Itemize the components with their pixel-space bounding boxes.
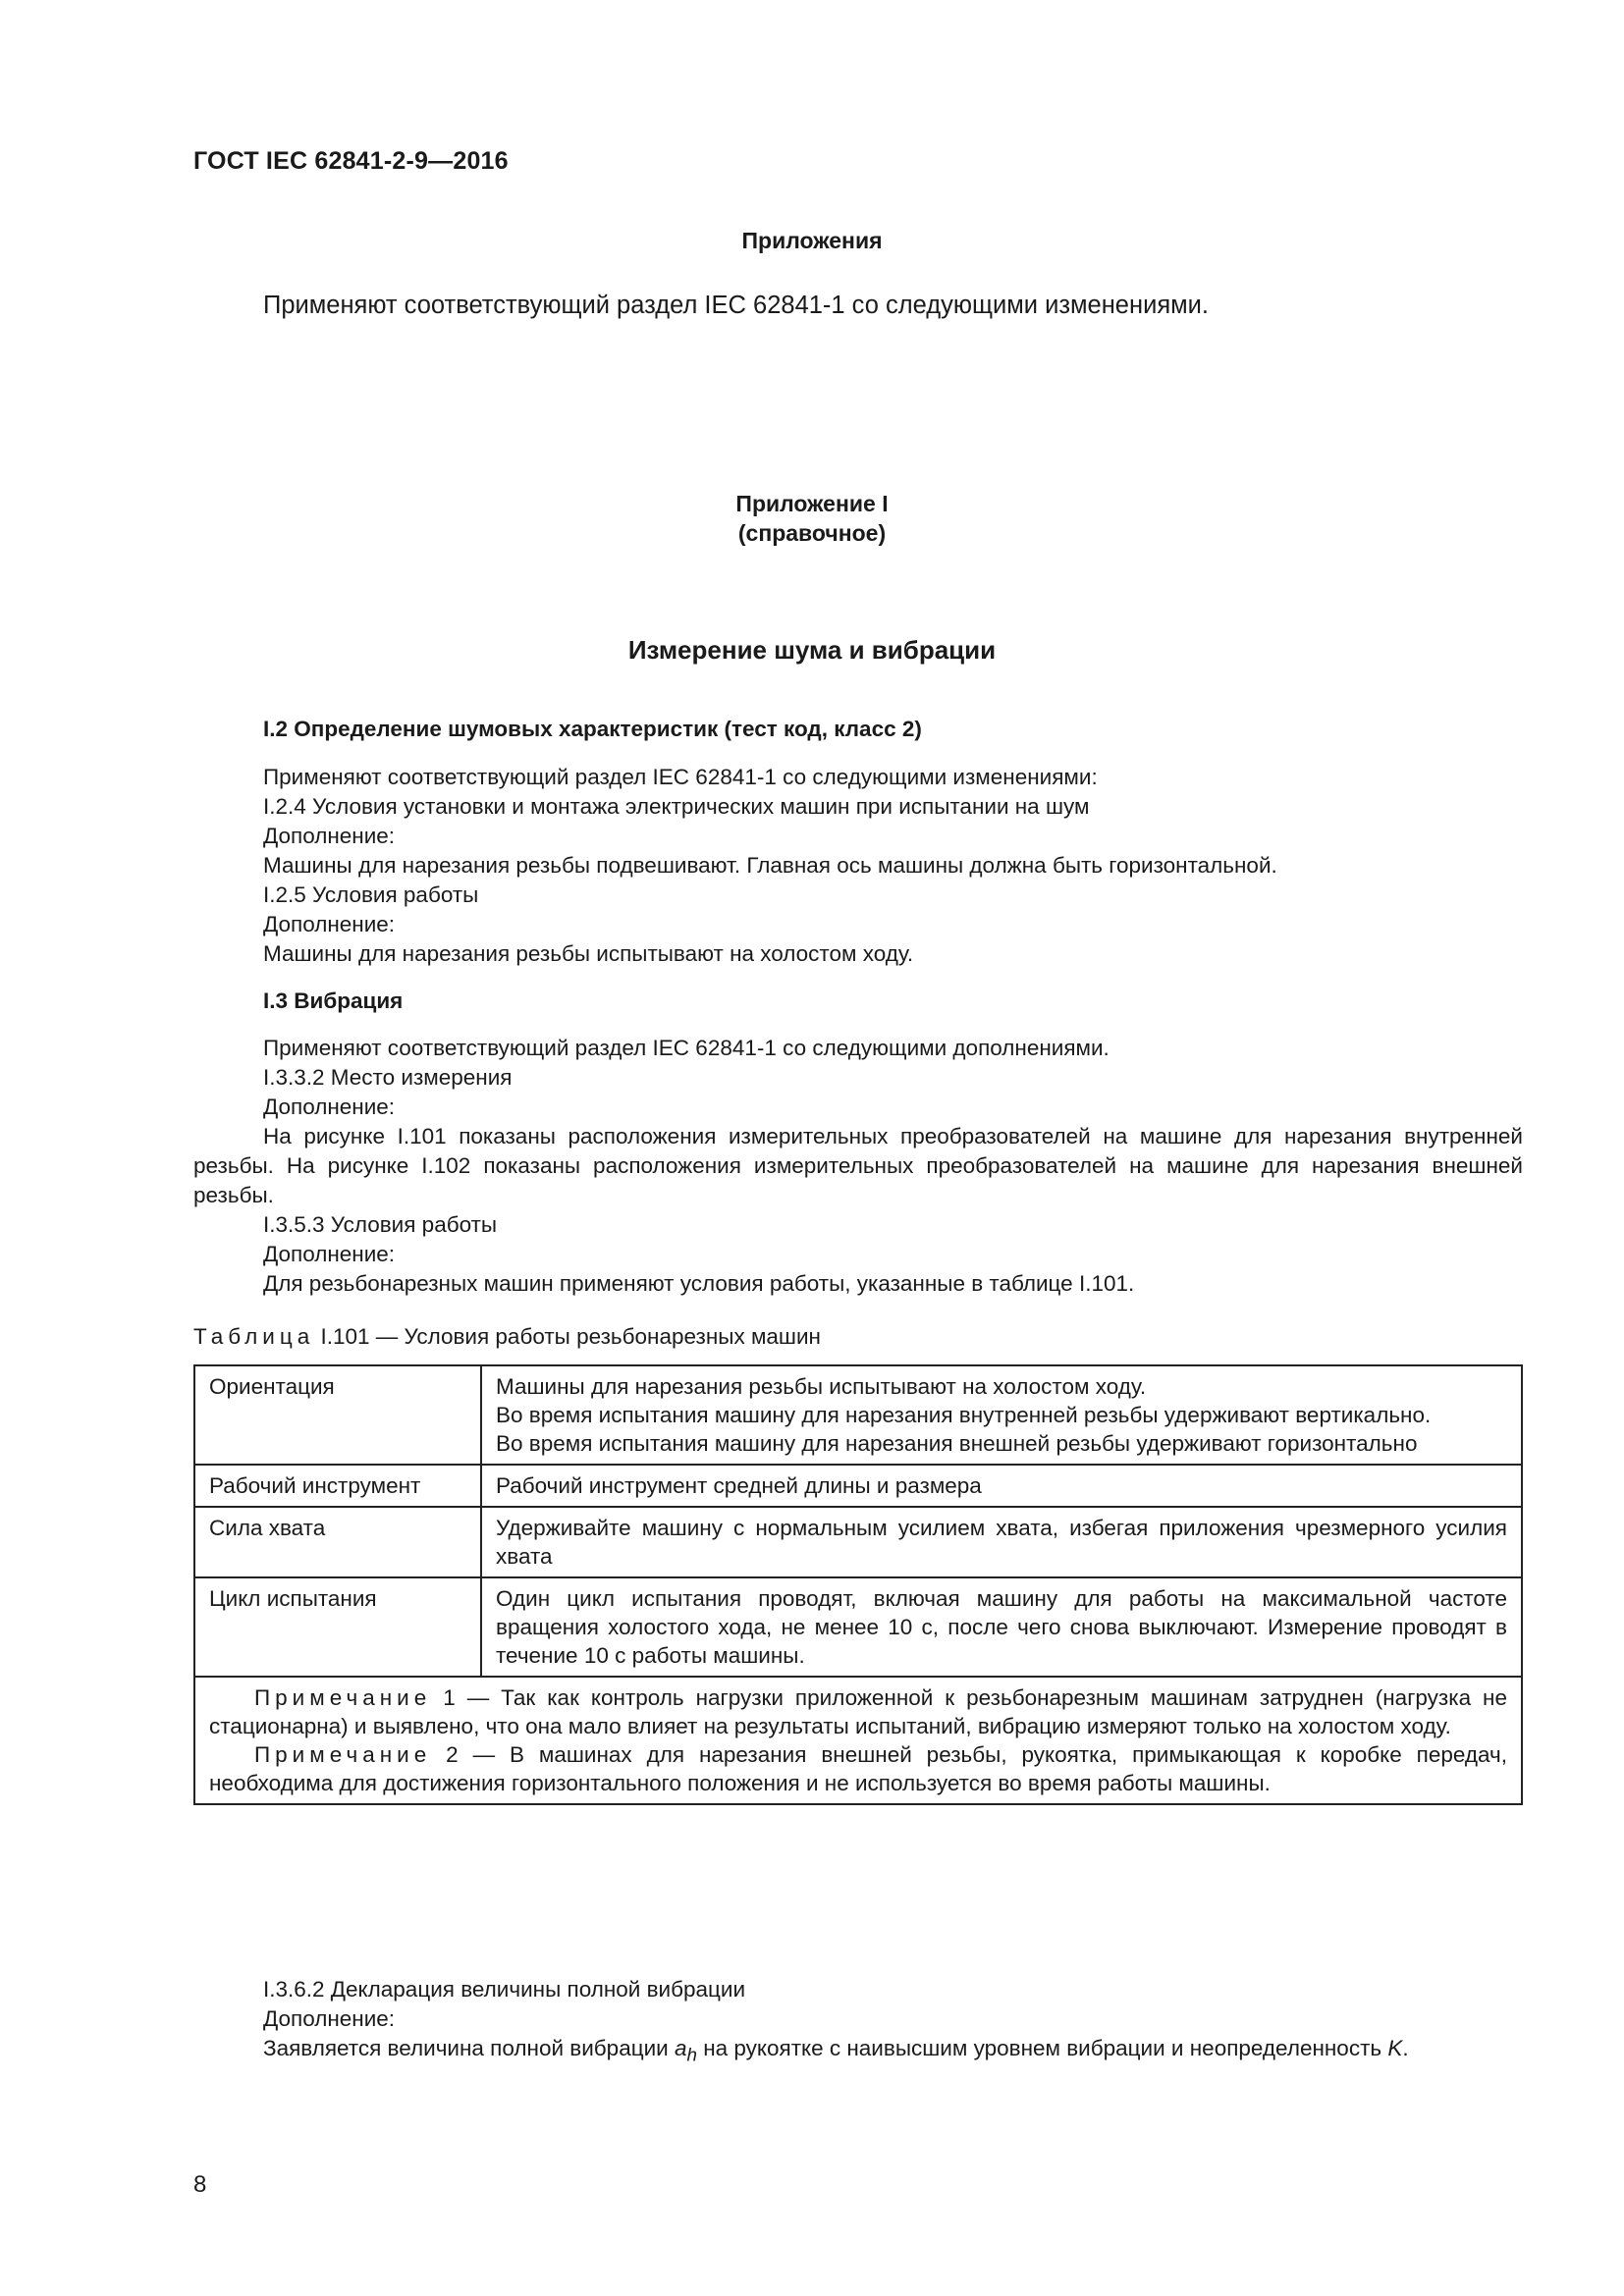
para-text: Заявляется величина полной вибрации [263,2036,675,2060]
text-line: I.3.5.3 Условия работы [263,1212,498,1237]
section-i2-title: I.2 Определение шумовых характеристик (тест код, класс 2) [263,717,922,741]
table-cell-label: Сила хвата [194,1507,481,1577]
cell-line: Машины для нарезания резьбы испытывают на холостом ходу. [496,1374,1147,1399]
note-word: Примечание [254,1685,432,1710]
conditions-table [193,1364,1523,1805]
appendices-intro: Применяют соответствующий раздел IEC 62841-1 со следующими изменениями. [263,292,1209,319]
table-notes-row [194,1677,1522,1804]
annex-main-heading: Измерение шума и вибрации [627,635,997,665]
table-note [209,1683,1507,1740]
table-note [209,1740,1507,1797]
text-line: Применяют соответствующий раздел IEC 62841-1 со следующими изменениями: [263,765,1098,789]
para-text: . [1402,2036,1409,2060]
annex-status: (справочное) [737,520,887,546]
table-cell-label: Рабочий инструмент [194,1465,481,1507]
table-caption-word: Таблица [193,1324,315,1349]
declaration-paragraph [193,2034,1523,2070]
text-line: I.3.3.2 Место измерения [263,1065,513,1090]
para-text: на рукоятке с наивысшим уровнем вибрации и неопределенность [696,2036,1388,2060]
text-line: I.3.6.2 Декларация величины полной вибрации [263,1977,746,2002]
text-line: Дополнение: [263,824,396,848]
var-a-text: a [675,2036,687,2060]
table-notes [194,1677,1522,1804]
text-line: Применяют соответствующий раздел IEC 62841-1 со следующими дополнениями. [263,1036,1110,1060]
appendices-heading: Приложения [741,228,883,253]
cell-line: Один цикл испытания проводят, включая машину для работы на максимальной частоте вращения холостого хода, не менее 10 с, после чего снова выключают. Измерение проводят в течение 10 с работы машины. [496,1586,1507,1668]
table-row [194,1577,1522,1677]
table-caption-text: I.101 — Условия работы резьбонарезных машин [314,1324,821,1349]
table-cell-value [481,1577,1522,1677]
table-row [194,1365,1522,1465]
text-line: Дополнение: [263,1242,396,1266]
table-cell-label: Ориентация [194,1365,481,1465]
text-line: Дополнение: [263,912,396,936]
text-line: Дополнение: [263,2006,396,2031]
note-word: Примечание [254,1742,432,1767]
table-cell-label: Цикл испытания [194,1577,481,1677]
cell-line: Во время испытания машину для нарезания внутренней резьбы удерживают вертикально. [496,1403,1432,1427]
text-line: I.2.5 Условия работы [263,882,479,907]
table-cell-value [481,1465,1522,1507]
table-row [194,1507,1522,1577]
table-cell-value [481,1365,1522,1465]
table-row [194,1465,1522,1507]
text-line: Дополнение: [263,1095,396,1119]
text-line: Для резьбонарезных машин применяют условия работы, указанные в таблице I.101. [263,1271,1135,1296]
table-cell-value [481,1507,1522,1577]
page-number: 8 [193,2171,207,2198]
figure-paragraph: На рисунке I.101 показаны расположения измерительных преобразователей на машине для нарезания внутренней резьбы. На рисунке I.102 показаны расположения измерительных преобразователей на машине для нарезания внешней резьбы. [193,1124,1523,1207]
annex-title: Приложение I [735,491,889,516]
cell-line: Удерживайте машину с нормальным усилием хвата, избегая приложения чрезмерного усилия хвата [496,1516,1507,1569]
cell-line: Рабочий инструмент средней длины и размера [496,1473,982,1498]
cell-line: Во время испытания машину для нарезания внешней резьбы удерживают горизонтально [496,1431,1418,1456]
text-line: Машины для нарезания резьбы испытывают на холостом ходу. [263,941,914,966]
text-line: Машины для нарезания резьбы подвешивают. Главная ось машины должна быть горизонтальной. [263,853,1277,878]
note-text: 2 — В машинах для нарезания внешней резьбы, рукоятка, примыкающая к коробке передач, необходима для достижения горизонтального положения и не используется во время работы машины. [209,1742,1507,1795]
document-header: ГОСТ IEC 62841-2-9—2016 [193,147,509,175]
text-line: I.2.4 Условия установки и монтажа электрических машин при испытании на шум [263,794,1090,819]
section-i3-title: I.3 Вибрация [263,988,404,1013]
var-a [675,2036,697,2065]
table-caption [193,1322,821,1352]
note-text: 1 — Так как контроль нагрузки приложенной к резьбонарезным машинам затруднен (нагрузка не стационарна) и выявлено, что она мало влияет на результаты испытаний, вибрацию измеряют только на холостом ходу. [209,1685,1507,1738]
var-k: K [1387,2036,1403,2060]
var-a-subscript: h [686,2044,697,2065]
